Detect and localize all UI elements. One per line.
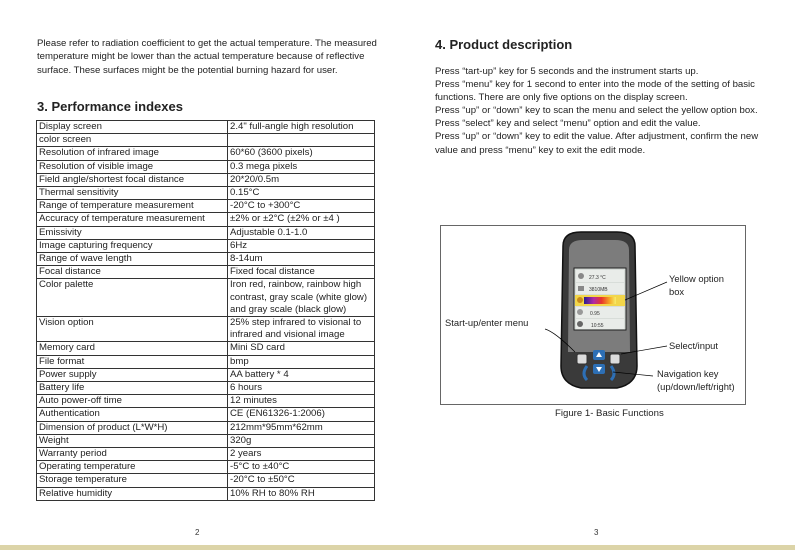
callout-navigation-key: Navigation key bbox=[657, 368, 719, 379]
spec-value: CE (EN61326-1:2006) bbox=[228, 408, 375, 421]
spec-value: 12 minutes bbox=[228, 395, 375, 408]
screen-temperature: 27.3 °C bbox=[589, 275, 606, 281]
performance-table bbox=[36, 120, 375, 501]
spec-label: Weight bbox=[37, 434, 228, 447]
palette-bar bbox=[584, 297, 616, 304]
spec-label: Range of wave length bbox=[37, 253, 228, 266]
spec-value: 20*20/0.5m bbox=[228, 173, 375, 186]
figure-caption: Figure 1- Basic Functions bbox=[555, 408, 664, 419]
spec-label: Range of temperature measurement bbox=[37, 200, 228, 213]
spec-label: Battery life bbox=[37, 382, 228, 395]
spec-label: Warranty period bbox=[37, 448, 228, 461]
spec-value: ±2% or ±2°C (±2% or ±4 ) bbox=[228, 213, 375, 226]
spec-label: Relative humidity bbox=[37, 487, 228, 500]
intro-paragraph: Please refer to radiation coefficient to get the actual temperature. The measured temperature might be lower than the actual temperature because of reflective surface. These surfaces might be the potential burning hazard for user. bbox=[37, 38, 377, 76]
spec-label: Accuracy of temperature measurement bbox=[37, 213, 228, 226]
table-row bbox=[37, 226, 375, 239]
table-row bbox=[37, 421, 375, 434]
spec-value: -20°C to +300°C bbox=[228, 200, 375, 213]
spec-value: 212mm*95mm*62mm bbox=[228, 421, 375, 434]
page-number: 2 bbox=[195, 528, 200, 537]
screen-time: 10:55 bbox=[591, 323, 604, 329]
figure-frame bbox=[440, 225, 746, 405]
table-row bbox=[37, 279, 375, 317]
table-row bbox=[37, 200, 375, 213]
callout-yellow-box: box bbox=[669, 286, 685, 297]
table-row bbox=[37, 487, 375, 500]
spec-value: AA battery * 4 bbox=[228, 368, 375, 381]
spec-label: File format bbox=[37, 355, 228, 368]
thermometer-icon bbox=[578, 273, 584, 279]
spec-value: -20°C to ±50°C bbox=[228, 474, 375, 487]
spec-value: 25% step infrared to visional to infrared and visional image bbox=[228, 317, 375, 342]
callout-startup: Start-up/enter menu bbox=[445, 317, 529, 328]
spec-label: Focal distance bbox=[37, 266, 228, 279]
table-row bbox=[37, 253, 375, 266]
page-number: 3 bbox=[594, 528, 599, 537]
bottom-band bbox=[0, 545, 795, 550]
performance-heading: 3. Performance indexes bbox=[37, 99, 183, 114]
table-row bbox=[37, 461, 375, 474]
spec-value: -5°C to ±40°C bbox=[228, 461, 375, 474]
spec-label: Auto power-off time bbox=[37, 395, 228, 408]
spec-label: Field angle/shortest focal distance bbox=[37, 173, 228, 186]
spec-label: Authentication bbox=[37, 408, 228, 421]
callout-navigation-directions: (up/down/left/right) bbox=[657, 381, 735, 392]
startup-button bbox=[577, 354, 587, 364]
callout-select: Select/input bbox=[669, 340, 718, 351]
table-row bbox=[37, 173, 375, 186]
screen-emissivity: 0.95 bbox=[590, 311, 600, 317]
spec-value bbox=[228, 134, 375, 147]
table-row bbox=[37, 382, 375, 395]
spec-value: 10% RH to 80% RH bbox=[228, 487, 375, 500]
table-row bbox=[37, 187, 375, 200]
table-row bbox=[37, 134, 375, 147]
product-description-heading: 4. Product description bbox=[435, 37, 573, 52]
table-row bbox=[37, 121, 375, 134]
spec-value: 0.3 mega pixels bbox=[228, 160, 375, 173]
spec-value: 6 hours bbox=[228, 382, 375, 395]
screen-memory: 3810MB bbox=[589, 287, 608, 293]
palette-icon bbox=[577, 297, 583, 303]
callout-yellow-option: Yellow option bbox=[669, 273, 724, 284]
spec-label: Thermal sensitivity bbox=[37, 187, 228, 200]
spec-label: Display screen bbox=[37, 121, 228, 134]
screen-row bbox=[576, 307, 624, 318]
spec-label: Emissivity bbox=[37, 226, 228, 239]
clock-icon bbox=[577, 321, 583, 327]
table-row bbox=[37, 434, 375, 447]
table-row bbox=[37, 317, 375, 342]
spec-label: Memory card bbox=[37, 342, 228, 355]
table-row bbox=[37, 474, 375, 487]
table-row bbox=[37, 342, 375, 355]
spec-value: 60*60 (3600 pixels) bbox=[228, 147, 375, 160]
spec-value: 0.15°C bbox=[228, 187, 375, 200]
spec-value: 320g bbox=[228, 434, 375, 447]
description-paragraph: Press “tart-up” key for 5 seconds and the instrument starts up. bbox=[435, 66, 699, 77]
description-paragraph: Press “up” or “down” key to scan the menu and select the yellow option box. bbox=[435, 105, 758, 117]
description-paragraph: Press “select” key and select “menu” option and edit the value. bbox=[435, 118, 701, 130]
spec-label: Image capturing frequency bbox=[37, 239, 228, 252]
description-text bbox=[435, 65, 765, 157]
spec-value: Mini SD card bbox=[228, 342, 375, 355]
spec-label: Power supply bbox=[37, 368, 228, 381]
table-row bbox=[37, 213, 375, 226]
left-page bbox=[0, 0, 398, 545]
spec-value: Adjustable 0.1-1.0 bbox=[228, 226, 375, 239]
table-row bbox=[37, 395, 375, 408]
spec-label: color screen bbox=[37, 134, 228, 147]
spec-label: Storage temperature bbox=[37, 474, 228, 487]
spec-value: Iron red, rainbow, rainbow high contrast, gray scale (white glow) and gray scale (black glow) bbox=[228, 279, 375, 317]
table-row bbox=[37, 239, 375, 252]
table-row bbox=[37, 448, 375, 461]
table-row bbox=[37, 160, 375, 173]
thermal-camera-illustration bbox=[441, 226, 745, 404]
spec-value: 2.4" full-angle high resolution bbox=[228, 121, 375, 134]
spec-value: Fixed focal distance bbox=[228, 266, 375, 279]
memory-card-icon bbox=[578, 286, 584, 291]
table-row bbox=[37, 408, 375, 421]
spec-label: Color palette bbox=[37, 279, 228, 317]
right-page bbox=[398, 0, 795, 545]
table-row bbox=[37, 266, 375, 279]
spec-label: Resolution of visible image bbox=[37, 160, 228, 173]
table-row bbox=[37, 147, 375, 160]
table-row bbox=[37, 355, 375, 368]
spec-value: 2 years bbox=[228, 448, 375, 461]
spec-value: 8-14um bbox=[228, 253, 375, 266]
spec-label: Resolution of infrared image bbox=[37, 147, 228, 160]
description-paragraph: Press “menu” key for 1 second to enter into the mode of the setting of basic functions. There are only five options on the display screen. bbox=[435, 79, 755, 104]
description-paragraph: Press “up” or “down” key to edit the value. After adjustment, confirm the new value and press “menu” key to exit the edit mode. bbox=[435, 131, 759, 156]
spec-label: Vision option bbox=[37, 317, 228, 342]
spec-label: Operating temperature bbox=[37, 461, 228, 474]
select-button bbox=[610, 354, 620, 364]
spec-label: Dimension of product (L*W*H) bbox=[37, 421, 228, 434]
emissivity-icon bbox=[577, 309, 583, 315]
table-row bbox=[37, 368, 375, 381]
spec-value: 6Hz bbox=[228, 239, 375, 252]
spec-value: bmp bbox=[228, 355, 375, 368]
